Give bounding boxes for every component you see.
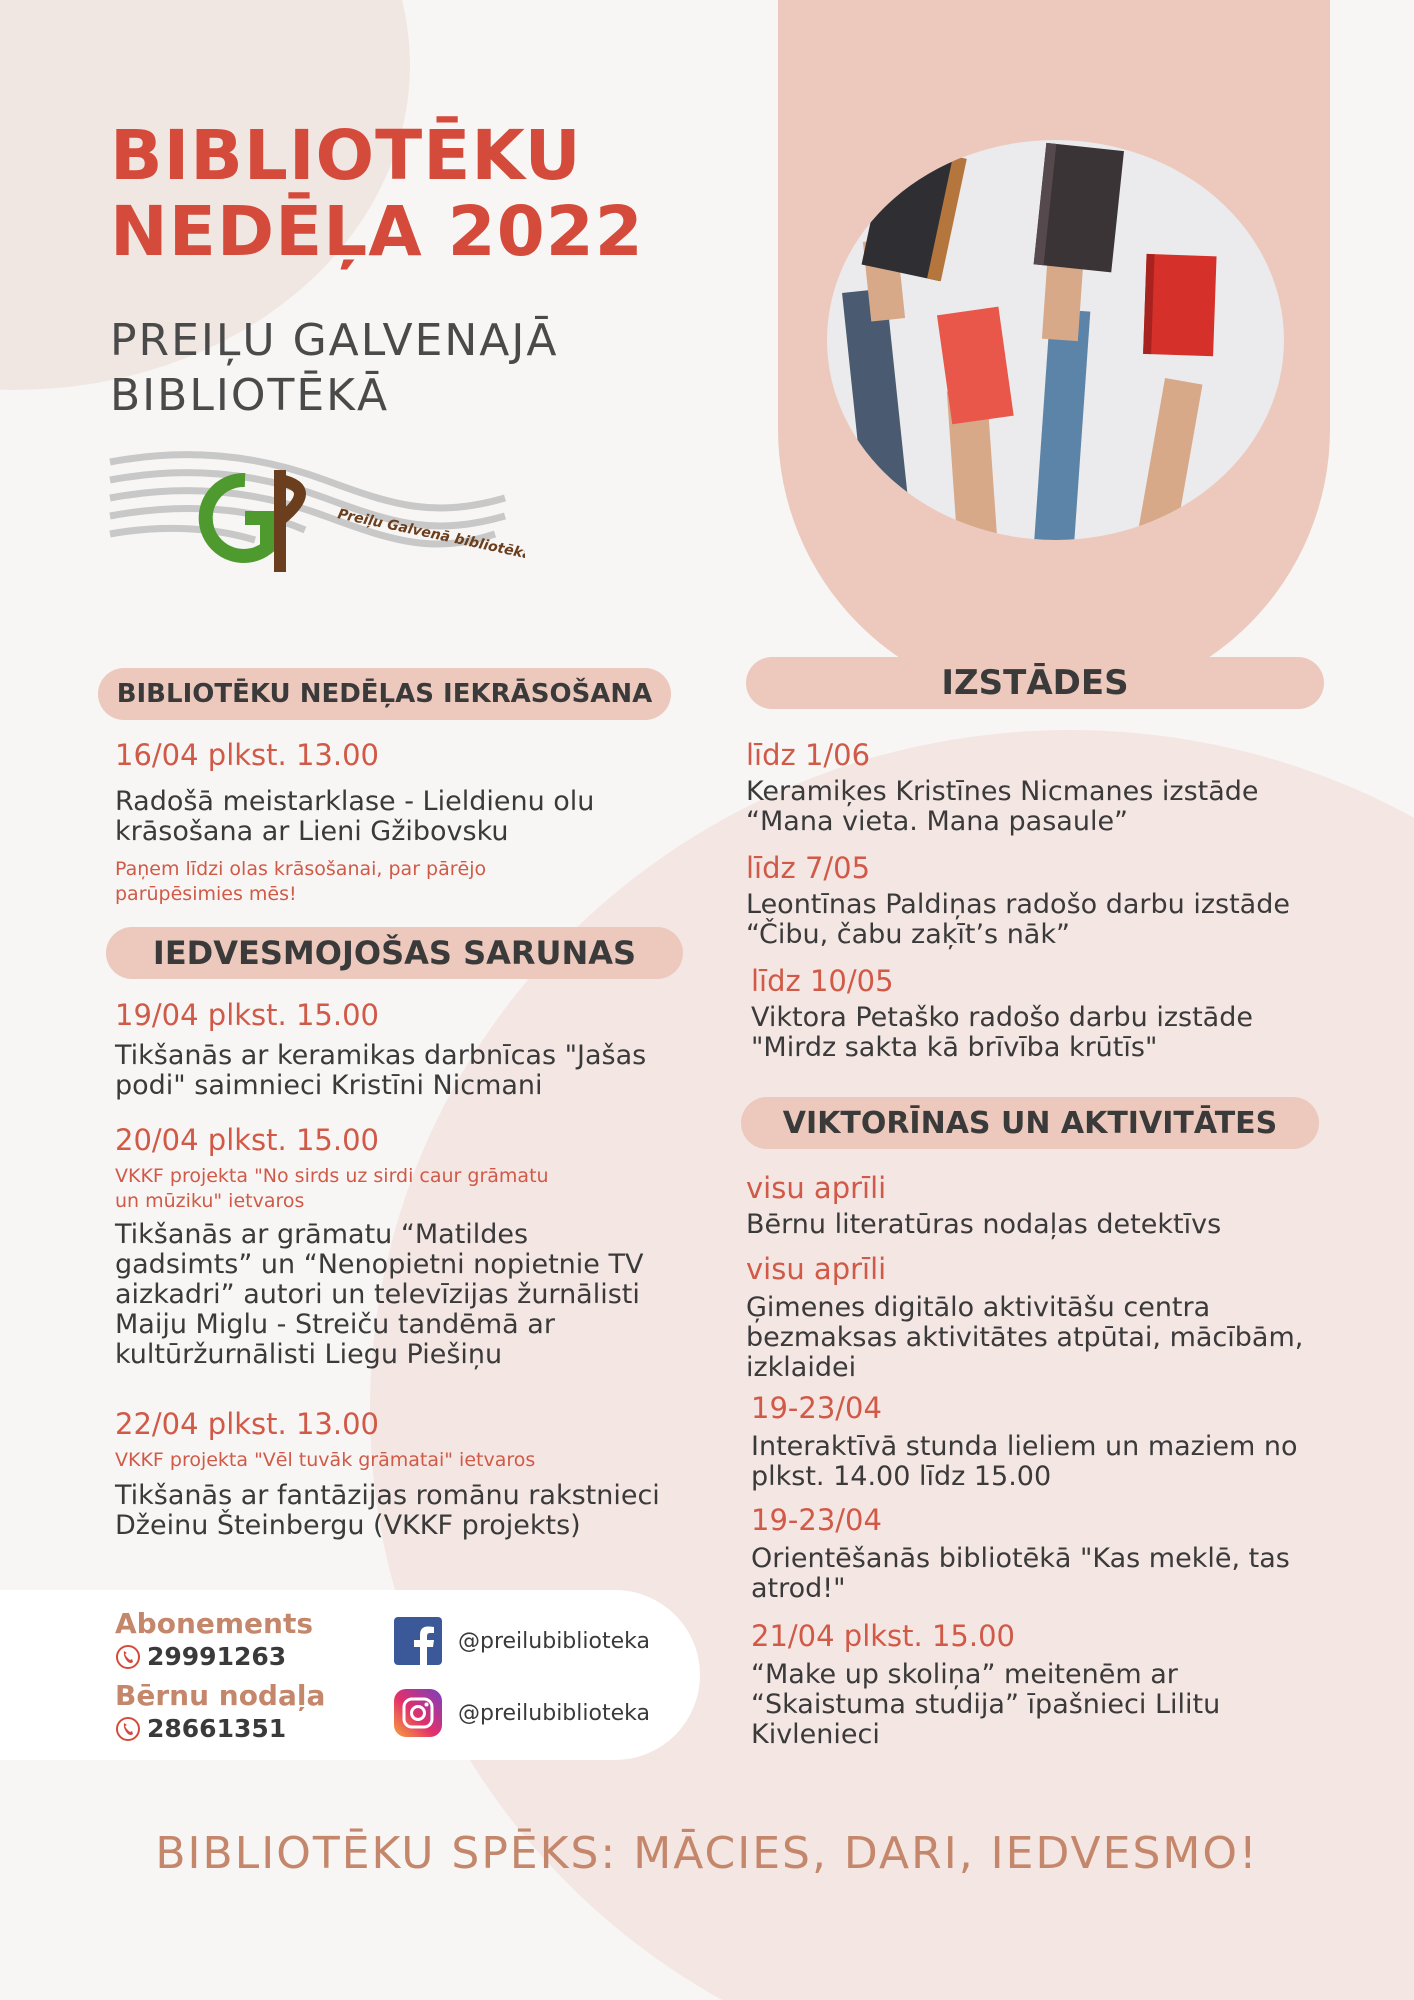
text-line: izklaidei — [746, 1352, 857, 1383]
text-line: Maiju Miglu - Streiču tandēmā ar — [115, 1309, 555, 1340]
event-description — [751, 1660, 1351, 1750]
bernu-label: Bērnu nodaļa — [115, 1679, 326, 1712]
text-line: gadsimts” un “Nenopietni nopietnie TV — [115, 1249, 644, 1280]
bernu-phone-row[interactable] — [115, 1714, 375, 1744]
subtitle-line-2: BIBLIOTĒKĀ — [110, 370, 390, 421]
contact-abonements — [115, 1608, 375, 1672]
title-line-2: NEDĒĻA 2022 — [110, 192, 644, 272]
text-line: Džeinu Šteinbergu (VKKF projekts) — [115, 1510, 581, 1541]
library-logo — [105, 440, 525, 580]
event-description — [115, 1481, 705, 1541]
event-iekrasosana-1 — [115, 737, 685, 907]
heading-text: IEDVESMOJOŠAS SARUNAS — [152, 934, 637, 972]
note-line: VKKF projekta "No sirds uz sirdi caur grāmatu — [115, 1165, 549, 1187]
section-heading-viktorinas — [741, 1097, 1319, 1149]
event-date: visu aprīli — [746, 1171, 887, 1205]
text-line: “Skaistuma studija” īpašnieci Lilitu — [751, 1689, 1221, 1720]
text-line: "Mirdz sakta kā brīvība krūtīs" — [751, 1032, 1158, 1063]
event-viktorinas-5 — [751, 1618, 1351, 1750]
event-sarunas-2 — [115, 1122, 705, 1370]
facebook-icon — [394, 1617, 442, 1665]
title-line-1: BIBLIOTĒKU — [110, 116, 582, 196]
books-photo — [827, 140, 1284, 540]
note-line: Paņem līdzi olas krāsošanai, par pārējo — [115, 858, 487, 880]
logo-graphic — [105, 440, 525, 580]
raised-books-illustration — [827, 140, 1284, 540]
event-date: 19/04 plkst. 15.00 — [115, 998, 379, 1032]
event-date: 16/04 plkst. 13.00 — [115, 738, 379, 772]
abonements-phone-row[interactable] — [115, 1642, 375, 1672]
footer-slogan: BIBLIOTĒKU SPĒKS: MĀCIES, DARI, IEDVESMO! — [155, 1828, 1259, 1879]
event-viktorinas-3 — [751, 1390, 1351, 1492]
section-heading-iekrasosana — [98, 668, 671, 720]
event-description — [115, 787, 685, 847]
event-description — [751, 1432, 1351, 1492]
event-description — [746, 890, 1346, 950]
text-line: “Mana vieta. Mana pasaule” — [746, 806, 1129, 837]
text-line: Bērnu literatūras nodaļas detektīvs — [746, 1209, 1222, 1240]
event-description — [751, 1003, 1351, 1063]
event-date: 22/04 plkst. 13.00 — [115, 1407, 379, 1441]
event-description — [746, 1293, 1356, 1383]
event-date: 19-23/04 — [751, 1503, 882, 1537]
event-viktorinas-4 — [751, 1502, 1351, 1604]
text-line: bezmaksas aktivitātes atpūtai, mācībām, — [746, 1322, 1304, 1353]
heading-text: IZSTĀDES — [941, 663, 1129, 703]
event-note — [115, 1448, 705, 1473]
page-title — [110, 118, 710, 270]
text-line: krāsošana ar Lieni Gžibovsku — [115, 816, 509, 847]
event-date: 19-23/04 — [751, 1391, 882, 1425]
phone-icon — [115, 1716, 141, 1742]
note-line: parūpēsimies mēs! — [115, 883, 297, 905]
text-line: Ģimenes digitālo aktivitāšu centra — [746, 1292, 1211, 1323]
event-date: visu aprīli — [746, 1252, 887, 1286]
text-line: “Make up skoliņa” meitenēm ar — [751, 1659, 1178, 1690]
subtitle-line-1: PREIĻU GALVENAJĀ — [110, 315, 559, 366]
event-sarunas-3 — [115, 1406, 705, 1541]
page-subtitle — [110, 313, 710, 423]
logo-text: Preiļu Galvenā bibliotēka — [336, 506, 525, 564]
event-note — [115, 857, 685, 907]
phone-icon — [115, 1644, 141, 1670]
text-line: Tikšanās ar fantāzijas romānu rakstnieci — [115, 1480, 660, 1511]
event-date: 21/04 plkst. 15.00 — [751, 1619, 1015, 1653]
event-description — [115, 1220, 705, 1370]
facebook-handle: @preilubiblioteka — [458, 1628, 650, 1654]
text-line: Tikšanās ar keramikas darbnīcas "Jašas — [115, 1040, 647, 1071]
abonements-phone: 29991263 — [147, 1642, 287, 1671]
text-line: aizkadri” autori un televīzijas žurnālisti — [115, 1279, 640, 1310]
abonements-label: Abonements — [115, 1607, 314, 1640]
text-line: podi" saimnieci Kristīni Nicmani — [115, 1070, 543, 1101]
instagram-link[interactable] — [394, 1689, 650, 1737]
text-line: Interaktīvā stunda lieliem un maziem no — [751, 1431, 1298, 1462]
event-viktorinas-2 — [746, 1251, 1356, 1383]
text-line: kultūržurnālisti Liegu Piešiņu — [115, 1339, 503, 1370]
text-line: Viktora Petaško radošo darbu izstāde — [751, 1002, 1253, 1033]
text-line: atrod!" — [751, 1573, 846, 1604]
text-line: Keramiķes Kristīnes Nicmanes izstāde — [746, 776, 1259, 807]
event-date: 20/04 plkst. 15.00 — [115, 1123, 379, 1157]
event-date: līdz 7/05 — [746, 851, 871, 885]
event-description — [751, 1544, 1351, 1604]
bernu-phone: 28661351 — [147, 1714, 287, 1743]
heading-text: VIKTORĪNAS UN AKTIVITĀTES — [782, 1105, 1278, 1141]
heading-text: BIBLIOTĒKU NEDĒĻAS IEKRĀSOŠANA — [116, 679, 653, 709]
event-izstades-2 — [746, 850, 1346, 950]
instagram-handle: @preilubiblioteka — [458, 1700, 650, 1726]
text-line: Leontīnas Paldiņas radošo darbu izstāde — [746, 889, 1290, 920]
event-description — [746, 777, 1346, 837]
text-line: Radošā meistarklase - Lieldienu olu — [115, 786, 595, 817]
text-line: “Čibu, čabu zaķīt’s nāk” — [746, 919, 1070, 950]
text-line: Tikšanās ar grāmatu “Matildes — [115, 1219, 529, 1250]
text-line: Kivlenieci — [751, 1719, 880, 1750]
text-line: plkst. 14.00 līdz 15.00 — [751, 1461, 1052, 1492]
event-date: līdz 10/05 — [751, 964, 894, 998]
contact-bernu — [115, 1680, 375, 1744]
section-heading-izstades — [746, 657, 1324, 709]
instagram-icon — [394, 1689, 442, 1737]
facebook-link[interactable] — [394, 1617, 650, 1665]
event-description — [115, 1041, 695, 1101]
text-line: Orientēšanās bibliotēkā "Kas meklē, tas — [751, 1543, 1290, 1574]
event-description — [746, 1210, 1346, 1240]
event-izstades-1 — [746, 737, 1346, 837]
note-line: un mūziku" ietvaros — [115, 1190, 305, 1212]
note-line: VKKF projekta "Vēl tuvāk grāmatai" ietvaros — [115, 1449, 536, 1471]
event-viktorinas-1 — [746, 1170, 1346, 1240]
event-izstades-3 — [751, 963, 1351, 1063]
section-heading-sarunas — [106, 927, 683, 979]
event-date: līdz 1/06 — [746, 738, 871, 772]
event-note — [115, 1164, 705, 1214]
event-sarunas-1 — [115, 997, 695, 1101]
